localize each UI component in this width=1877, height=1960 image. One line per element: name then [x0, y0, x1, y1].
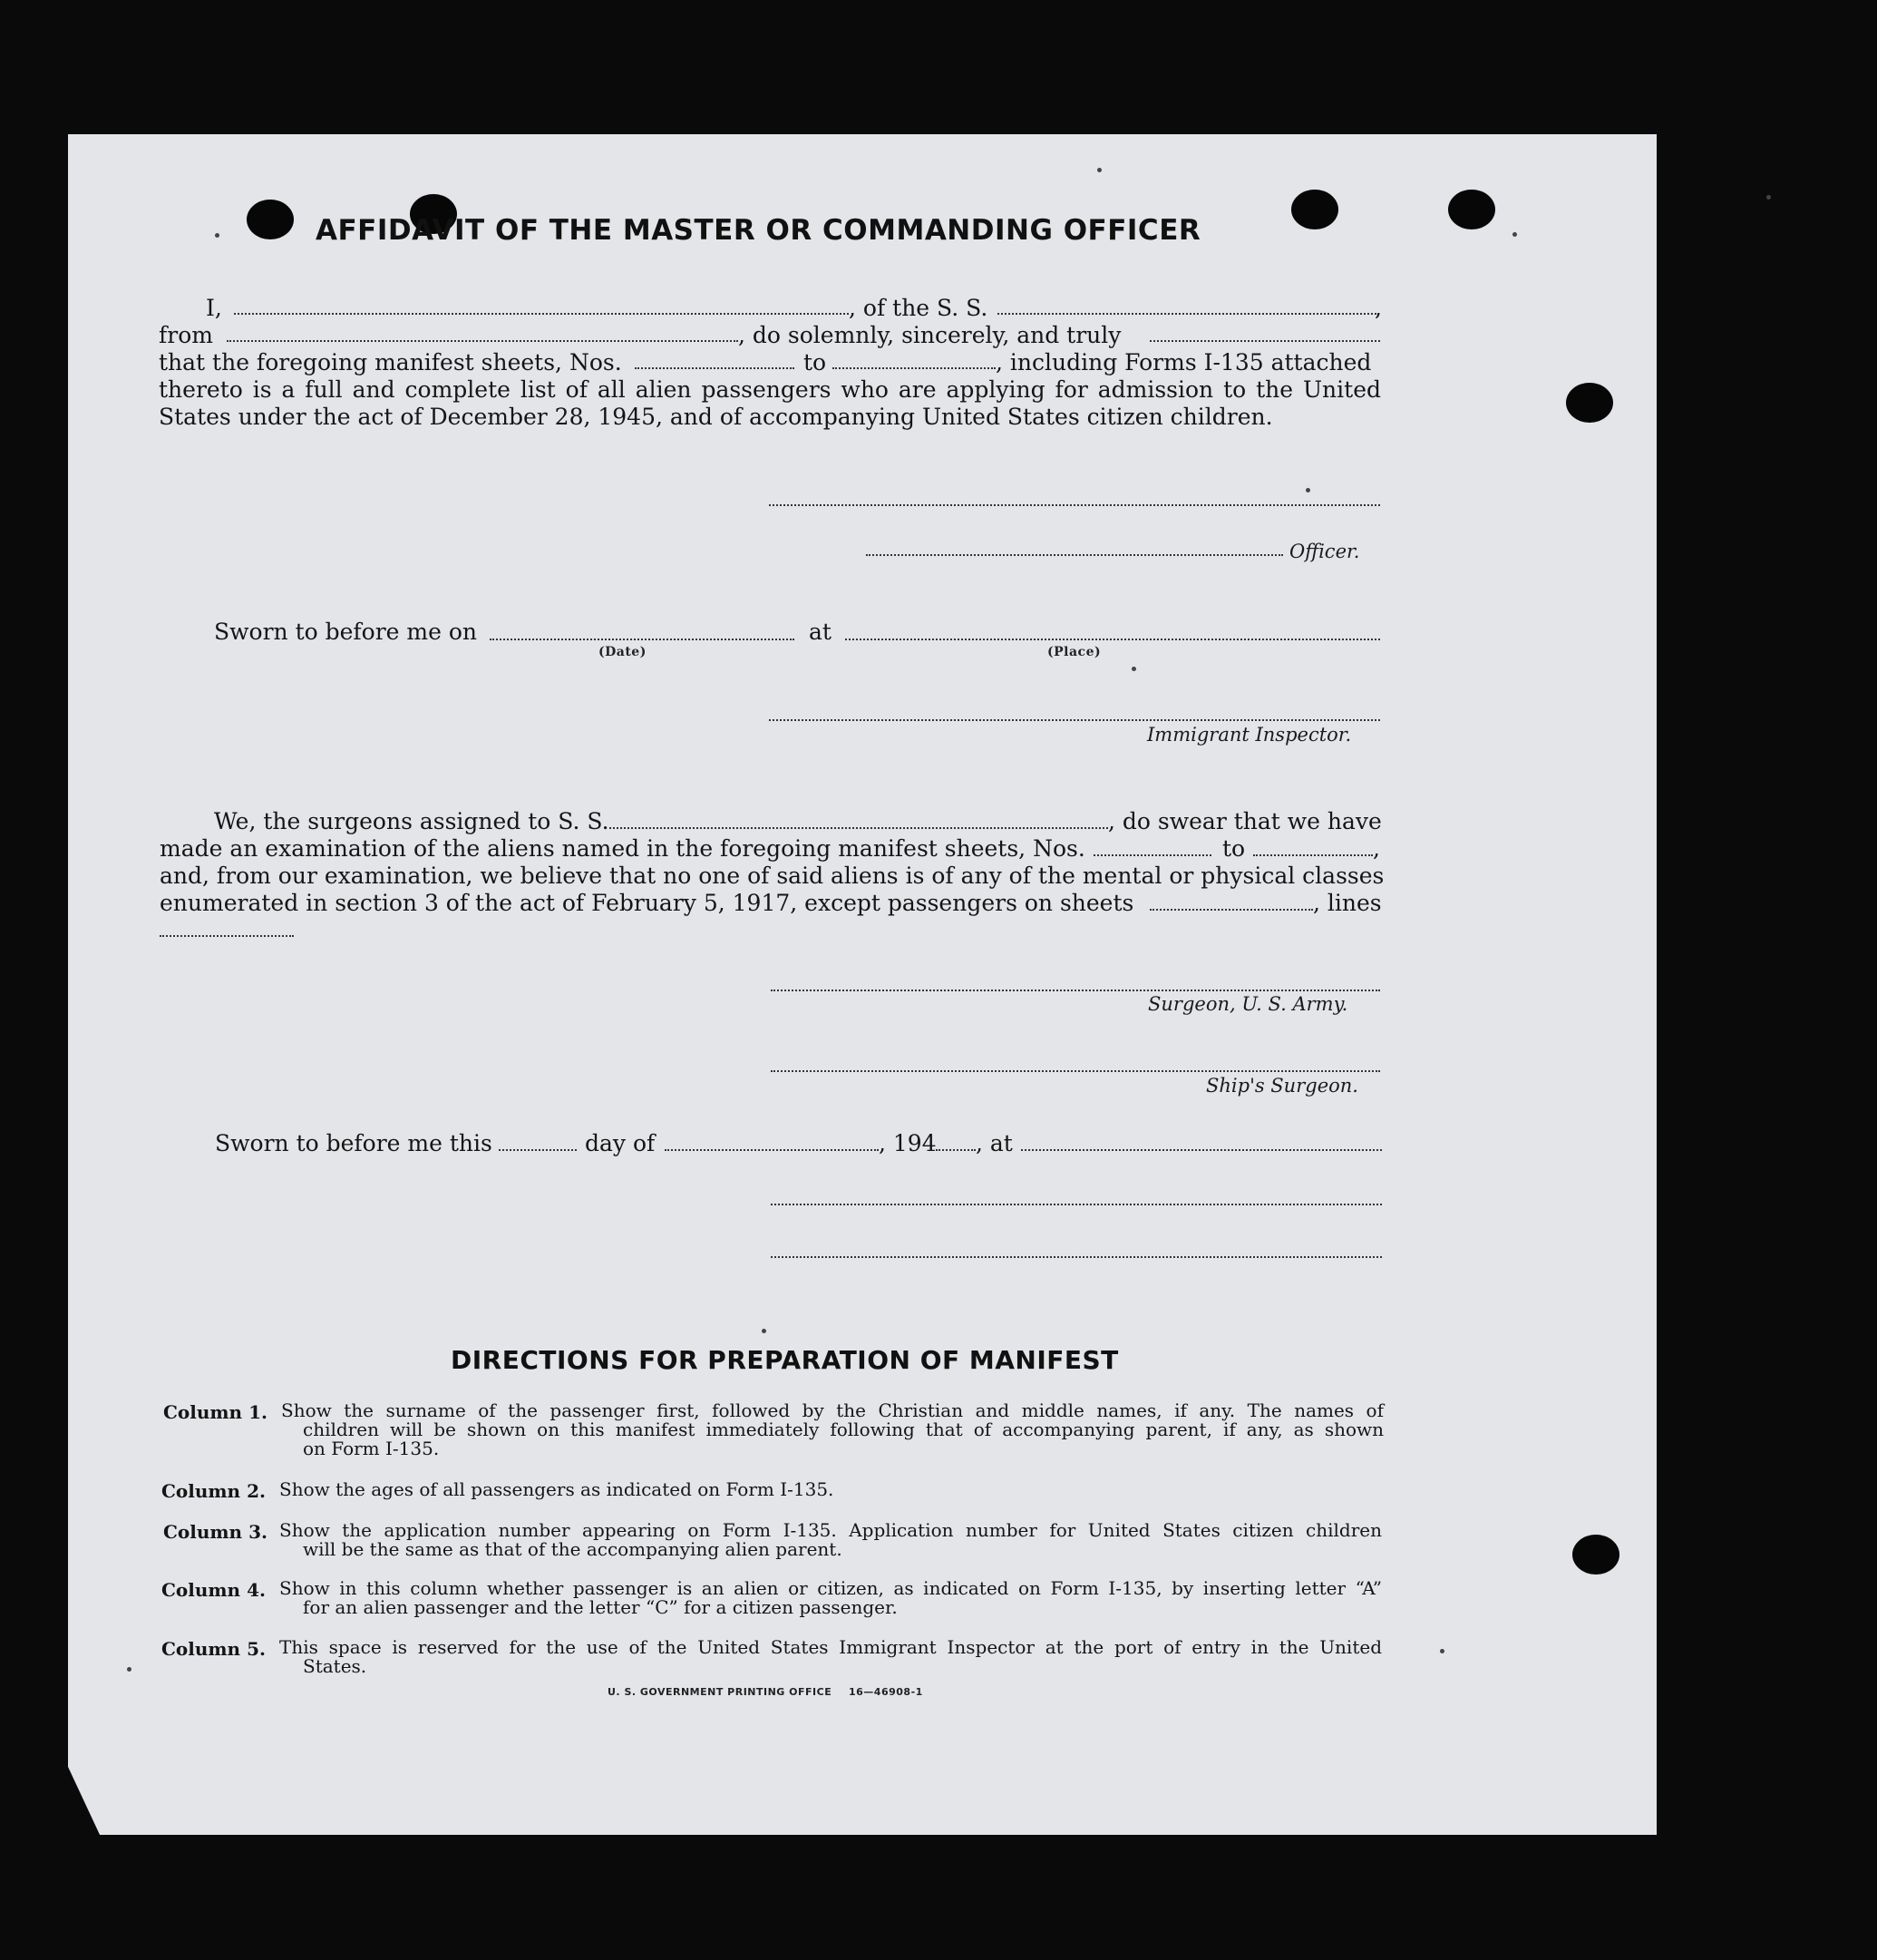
ship-surgeon-signature-line[interactable]	[771, 1070, 1380, 1072]
army-surgeon-signature-line[interactable]	[771, 990, 1380, 991]
punch-hole	[1572, 1535, 1619, 1575]
officer-title-line[interactable]	[866, 554, 1283, 556]
direction-label-3: Column 3.	[163, 1521, 267, 1543]
date-caption: (Date)	[598, 645, 647, 659]
direction-1-line-1: Show the surname of the passenger first, followed by the Christian and middle names, if any. The names of	[281, 1399, 1384, 1421]
surgeons-line-2-b: to	[1222, 835, 1246, 862]
officiant-signature-line[interactable]	[771, 1204, 1382, 1205]
direction-3-line-1: Show the application number appearing on Form I-135. Application number for United States citizen children	[279, 1519, 1382, 1541]
direction-label-4: Column 4.	[161, 1579, 266, 1601]
affidavit-line-3-a: that the foregoing manifest sheets, Nos.	[159, 349, 622, 375]
direction-4-line-1: Show in this column whether passenger is an alien or citizen, as indicated on Form I-135, by inserting letter “A”	[279, 1577, 1382, 1599]
surgeons-line-2-a: made an examination of the aliens named in the foregoing manifest sheets, Nos.	[160, 835, 1085, 862]
sworn-place-field[interactable]	[845, 639, 1380, 640]
surgeons-line-4-a: enumerated in section 3 of the act of February 5, 1917, except passengers on sheets	[160, 890, 1134, 916]
officiant-title-line[interactable]	[771, 1256, 1382, 1258]
punch-hole	[1566, 383, 1613, 423]
place-caption: (Place)	[1047, 645, 1102, 659]
form-code: 16—46908-1	[849, 1686, 923, 1698]
sworn-2-text-b: day of	[585, 1130, 656, 1156]
affidavit-title: AFFIDAVIT OF THE MASTER OR COMMANDING OFFICER	[316, 214, 1201, 247]
surgeons-sheets-from-field[interactable]	[1094, 854, 1211, 856]
sworn-year-field[interactable]	[936, 1149, 976, 1151]
speck	[1132, 667, 1136, 671]
inspector-signature-line[interactable]	[769, 719, 1380, 721]
punch-hole	[1448, 190, 1495, 229]
sheets-from-field[interactable]	[635, 367, 794, 369]
punch-hole	[1291, 190, 1338, 229]
speck	[215, 233, 219, 238]
printer-imprint: U. S. GOVERNMENT PRINTING OFFICE	[608, 1686, 832, 1698]
direction-5-line-2: States.	[303, 1655, 367, 1677]
affidavit-line-1-a: I,	[206, 295, 222, 321]
master-name-field[interactable]	[234, 313, 849, 315]
surgeons-line-3: and, from our examination, we believe that no one of said aliens is of any of the mental or physical classes	[160, 863, 1385, 889]
sworn-2-text-c: , 194	[879, 1130, 937, 1156]
directions-title: DIRECTIONS FOR PREPARATION OF MANIFEST	[451, 1345, 1119, 1375]
affidavit-line-1-b: , of the S. S.	[849, 295, 988, 321]
affidavit-line-2-a: from	[159, 322, 213, 348]
direction-1-line-3: on Form I-135.	[303, 1438, 440, 1459]
surgeons-line-1-a: We, the surgeons assigned to S. S.	[214, 808, 609, 834]
port-from-field[interactable]	[227, 340, 738, 342]
surgeons-line-4-b: , lines	[1313, 890, 1382, 916]
speck	[1440, 1649, 1444, 1653]
direction-1-line-2: children will be shown on this manifest immediately following that of accompanying parent, if any, as shown	[303, 1419, 1384, 1440]
sheets-to-field[interactable]	[832, 367, 996, 369]
officer-signature-line[interactable]	[769, 504, 1380, 506]
surgeons-sheets-to-field[interactable]	[1253, 854, 1373, 856]
direction-2-line-1: Show the ages of all passengers as indicated on Form I-135.	[279, 1478, 834, 1500]
swear-field[interactable]	[1150, 340, 1380, 342]
sworn-1-text-a: Sworn to before me on	[214, 619, 478, 645]
affidavit-line-5: States under the act of December 28, 1945, and of accompanying United States citizen children.	[159, 404, 1273, 430]
affidavit-line-1-c: ,	[1375, 295, 1382, 321]
army-surgeon-label: Surgeon, U. S. Army.	[1148, 993, 1348, 1015]
sworn-2-place-field[interactable]	[1021, 1149, 1382, 1151]
speck	[762, 1329, 766, 1333]
affidavit-line-2-b: , do solemnly, sincerely, and truly	[738, 322, 1122, 348]
sworn-1-text-b: at	[809, 619, 832, 645]
inspector-label: Immigrant Inspector.	[1147, 724, 1352, 746]
punch-hole	[247, 200, 294, 239]
officer-label: Officer.	[1289, 541, 1360, 562]
surgeons-line-1-b: , do swear that we have	[1108, 808, 1382, 834]
direction-label-2: Column 2.	[161, 1480, 266, 1502]
affidavit-line-4: thereto is a full and complete list of all alien passengers who are applying for admission to the United	[159, 376, 1381, 403]
direction-3-line-2: will be the same as that of the accompanying alien parent.	[303, 1538, 842, 1560]
affidavit-line-3-c: , including Forms I-135 attached	[996, 349, 1372, 375]
surgeons-ship-field[interactable]	[609, 827, 1108, 829]
speck	[1766, 195, 1771, 200]
speck	[1097, 168, 1102, 172]
except-lines-field[interactable]	[160, 935, 294, 937]
affidavit-line-3-b: to	[803, 349, 827, 375]
direction-label-1: Column 1.	[163, 1401, 267, 1423]
direction-4-line-2: for an alien passenger and the letter “C” for a citizen passenger.	[303, 1596, 898, 1618]
direction-label-5: Column 5.	[161, 1638, 266, 1660]
ship-surgeon-label: Ship's Surgeon.	[1206, 1075, 1358, 1097]
sworn-2-text-d: , at	[976, 1130, 1013, 1156]
surgeons-line-2-c: ,	[1373, 835, 1380, 862]
ship-name-field[interactable]	[997, 313, 1376, 315]
sworn-2-text-a: Sworn to before me this	[215, 1130, 492, 1156]
sworn-month-field[interactable]	[665, 1149, 879, 1151]
speck	[127, 1667, 131, 1672]
except-sheets-field[interactable]	[1150, 909, 1313, 911]
speck	[1306, 488, 1310, 492]
sworn-date-field[interactable]	[490, 639, 794, 640]
sworn-day-field[interactable]	[499, 1149, 577, 1151]
speck	[1512, 232, 1517, 237]
direction-5-line-1: This space is reserved for the use of the United States Immigrant Inspector at the port of entry in the United	[279, 1636, 1382, 1658]
